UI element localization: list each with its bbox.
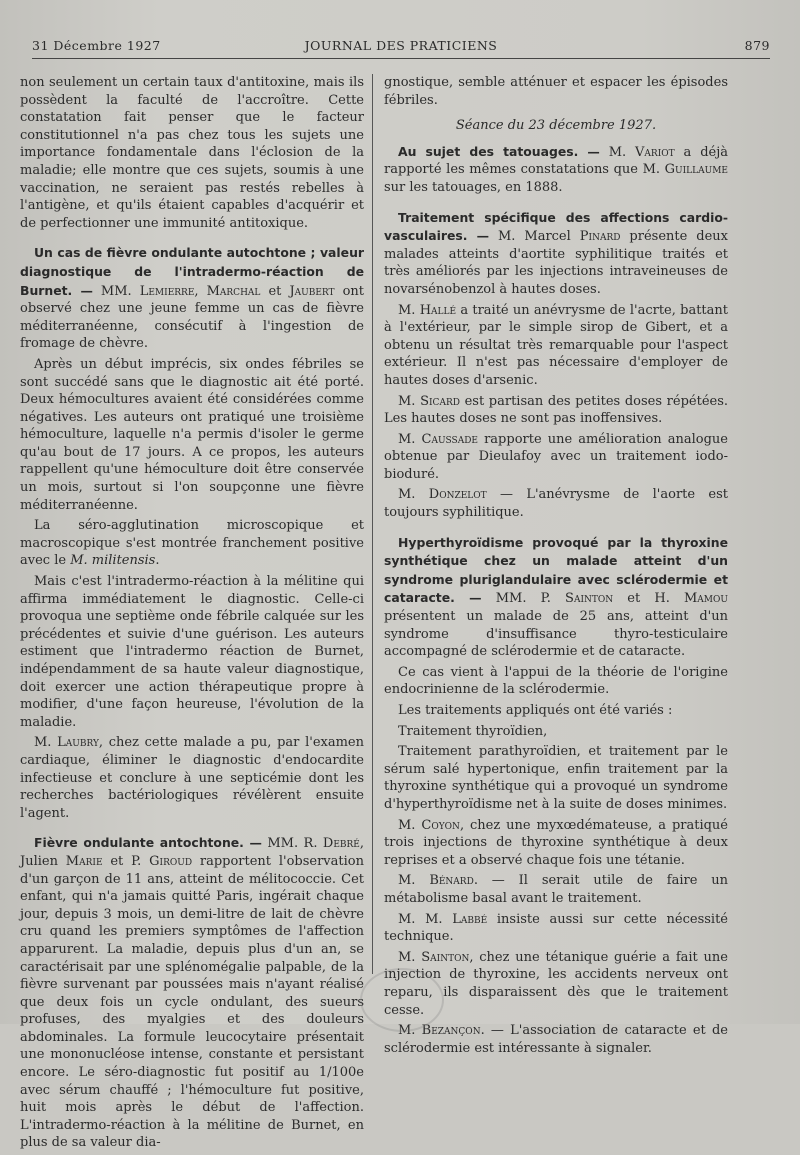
author-name: Bezançon	[421, 1023, 481, 1039]
author-name: Hallé	[419, 302, 457, 318]
author-name: Laubry	[57, 735, 99, 751]
text: rapporte une amélioration analogue obtenue par Dieulafoy avec un traitement iodo-bioduré.	[384, 431, 728, 482]
species-name: M. militensis	[70, 553, 156, 569]
text: présentent un malade de 25 ans, atteint d'un syndrome d'insuffisance thyro-testiculaire accompagné de sclérodermie et de cataracte.	[384, 609, 728, 660]
paragraph	[20, 517, 364, 570]
text: M.	[398, 431, 422, 447]
text: M.	[398, 393, 421, 409]
section-tatouages	[384, 143, 728, 197]
author-name: Sainton	[565, 591, 614, 607]
author-name: Coyon	[421, 817, 460, 833]
paragraph	[384, 393, 728, 428]
text: M.	[34, 735, 58, 751]
column-divider	[372, 74, 373, 974]
paragraph: Les traitements appliqués ont été variés :	[398, 703, 673, 718]
section-title: Fièvre ondulante antochtone. —	[34, 835, 262, 851]
author-name: Variot	[635, 144, 675, 160]
text: rapportent l'observation d'un garçon de 11 ans, atteint de mélitococcie. Cet enfant, qui n'a jamais quitté Paris, ingérait chaque jour, depuis 3 mois, un demi-litre de lait de chèvre cru quand les premiers symptômes de l'affection apparurent. La maladie, depuis plus d'un an, se caractérisait par une splénomégalie palpable, de la fièvre survenant par poussées mais n'ayant réalisé que deux fois un cycle ondulant, des sueurs profuses, des myalgies et des douleurs abdominales. La formule leucocytaire présentait une mononucléose intense, constante et persistant encore. Le séro-diagnostic fut positif au 1/100e avec sérum chauffé ; l'hémoculture fut positive, huit mois après le début de l'affection. L'intradermo-réaction à la mélitine de Burnet, en plus de sa valeur dia-	[20, 853, 364, 1151]
author-name: Labbé	[452, 911, 488, 927]
left-column	[20, 74, 364, 1155]
text: M.	[599, 144, 636, 160]
paragraph: non seulement un certain taux d'antitoxine, mais ils possèdent la faculté de l'accroître. Cette constatation fait penser que le facteur constitutionnel n'a pas chez tous les sujets une importance fondamentale dans l'éclosion de la maladie; elle montre que ces sujets, soumis à une vaccination, ne seraient pas restés rebelles à l'antigène, et qu'ils étaient capables d'acquérir et de perfectionner une immunité antitoxique.	[20, 75, 364, 231]
text: M.	[398, 873, 430, 889]
section-title: Un cas de fièvre ondulante autochtone ; valeur diagnostique de l'intradermo-réaction de Burnet. —	[20, 245, 364, 298]
text: M.	[398, 949, 422, 965]
paragraph: Après un début imprécis, six ondes fébriles se sont succédé sans que le diagnostic ait été porté. Deux hémocultures avaient été considérées comme négatives. Les auteurs ont pratiqué une troisième hémoculture, laquelle n'a permis d'isoler le germe qu'au bout de 17 jours. A ce propos, les auteurs rappellent qu'une hémoculture doit être conservée un mois, surtout si l'on soupçonne une fièvre méditerranéenne.	[20, 356, 364, 513]
text: La séro-agglutination microscopique et macroscopique s'est montrée franchement positive avec le	[20, 518, 364, 569]
author-name: Pinard	[579, 229, 621, 245]
header-page-number: 879	[744, 38, 770, 53]
text: M.	[398, 487, 429, 503]
text: insiste aussi sur cette nécessité technique.	[384, 911, 728, 945]
text: MM.	[100, 283, 140, 299]
text: . — Il serait utile de faire un métabolisme basal avant le traitement.	[384, 873, 728, 906]
paragraph: Ce cas vient à l'appui de la théorie de l'origine endocrinienne de la sclérodermie.	[384, 664, 728, 698]
author-name: Jaubert	[289, 283, 335, 299]
author-name: Lemierre	[139, 283, 195, 299]
page-header	[32, 36, 770, 59]
library-stamp-mark	[360, 968, 444, 1032]
text: et	[260, 283, 290, 299]
section-hyperthyroidisme	[384, 534, 728, 661]
text: M.	[398, 817, 422, 833]
text: présente deux malades atteints d'aortite syphilitique traités et très améliorés par les injections intraveineuses de novarsénobenzol à hautes doses.	[384, 229, 728, 297]
paragraph	[384, 302, 728, 390]
text: . — L'association de cataracte et de sclérodermie est intéressante à signaler.	[384, 1023, 728, 1056]
paragraph	[384, 911, 728, 946]
text: M.	[398, 302, 420, 318]
text: et H.	[613, 591, 684, 607]
author-name: Marchal	[206, 283, 261, 299]
header-date: 31 Décembre 1927	[32, 38, 161, 53]
paragraph: gnostique, semble atténuer et espacer les épisodes fébriles.	[384, 75, 728, 108]
author-name: Sainton	[421, 949, 470, 965]
author-name: Debré	[322, 836, 360, 852]
text: M. M.	[398, 911, 453, 927]
text: a déjà rapporté les mêmes constatations que M.	[384, 144, 728, 178]
text: — L'anévrysme de l'aorte est toujours syphilitique.	[384, 487, 729, 521]
text: M.	[398, 1023, 422, 1039]
paragraph	[20, 734, 364, 822]
paragraph: Traitement thyroïdien,	[398, 723, 548, 739]
session-heading: Séance du 23 décembre 1927.	[455, 118, 657, 134]
section-cardio	[384, 209, 728, 299]
section-title: Traitement spécifique des affections cardio-vasculaires. —	[384, 209, 728, 244]
text: , Julien	[20, 836, 364, 869]
text: sur les tatouages, en 1888.	[384, 179, 563, 195]
author-name: Bénard	[429, 873, 474, 889]
section-title: Hyperthyroïdisme provoqué par la thyroxine synthétique chez un malade atteint d'un syndrome pluriglandulaire avec sclérodermie et cataracte. —	[384, 534, 728, 606]
right-column	[384, 74, 728, 1060]
author-name: Guillaume	[664, 162, 728, 178]
text: MM. R.	[261, 836, 323, 852]
paragraph	[384, 486, 728, 521]
paragraph	[384, 431, 728, 484]
text: a traité un anévrysme de l'acrte, battant à l'extérieur, par le simple sirop de Gibert, et a obtenu un résultat très remarquable pour l'aspect extérieur. Il n'est pas nécessaire d'employer de hautes doses d'arsenic.	[384, 302, 729, 388]
author-name: Sicard	[420, 393, 460, 409]
paragraph	[384, 872, 728, 907]
text: MM. P.	[481, 591, 566, 607]
text: , chez une tétanique guérie a fait une injection de thyroxine, les accidents nerveux ont reparu, ils disparaissent dès que le traitement cesse.	[384, 949, 728, 1018]
section-title: Au sujet des tatouages. —	[398, 143, 600, 159]
text: ,	[194, 283, 207, 299]
paragraph	[384, 817, 728, 870]
author-name: Caussade	[421, 431, 479, 447]
author-name: Donzelot	[428, 487, 487, 503]
text: M. Marcel	[488, 229, 580, 245]
section-debre	[20, 834, 364, 1152]
header-journal-title: JOURNAL DES PRATICIENS	[304, 38, 498, 53]
text: est partisan des petites doses répétées. Les hautes doses ne sont pas inoffensives.	[384, 393, 729, 427]
author-name: Marie	[65, 853, 103, 869]
paragraph	[384, 1022, 728, 1057]
text: et P.	[102, 853, 150, 869]
text: , chez une myxœdémateuse, a pratiqué trois injections de thyroxine synthétique à deux reprises et a observé chaque fois une tétanie.	[384, 817, 728, 868]
paragraph: Traitement parathyroïdien, et traitement par le sérum salé hypertonique, enfin traitement par la thyroxine synthétique qui a provoqué un syndrome d'hyperthyroïdisme net à la suite de doses minimes.	[384, 744, 728, 812]
text: .	[155, 553, 160, 569]
text: , chez cette malade a pu, par l'examen cardiaque, éliminer le diagnostic d'endocardite infectieuse et conclure à une septicémie dont les recherches bactériologiques révélèrent ensuite l'agent.	[20, 735, 364, 821]
section-lemierre	[20, 244, 364, 353]
author-name: Giroud	[149, 853, 193, 869]
paragraph: Mais c'est l'intradermo-réaction à la mélitine qui affirma immédiatement le diagnostic. Celle-ci provoqua une septième onde fébrile calquée sur les précédentes et suivie d'une guérison. Les auteurs estiment que l'intradermo réaction de Burnet, indépendamment de sa haute valeur diagnostique, doit exercer une action thérapeutique propre à modifier, d'une façon heureuse, l'évolution de la maladie.	[20, 574, 364, 730]
text: ont observé chez une jeune femme un cas de fièvre méditerranéenne, consécutif à l'ingestion de fromage de chèvre.	[20, 283, 365, 352]
author-name: Mamou	[684, 591, 728, 607]
